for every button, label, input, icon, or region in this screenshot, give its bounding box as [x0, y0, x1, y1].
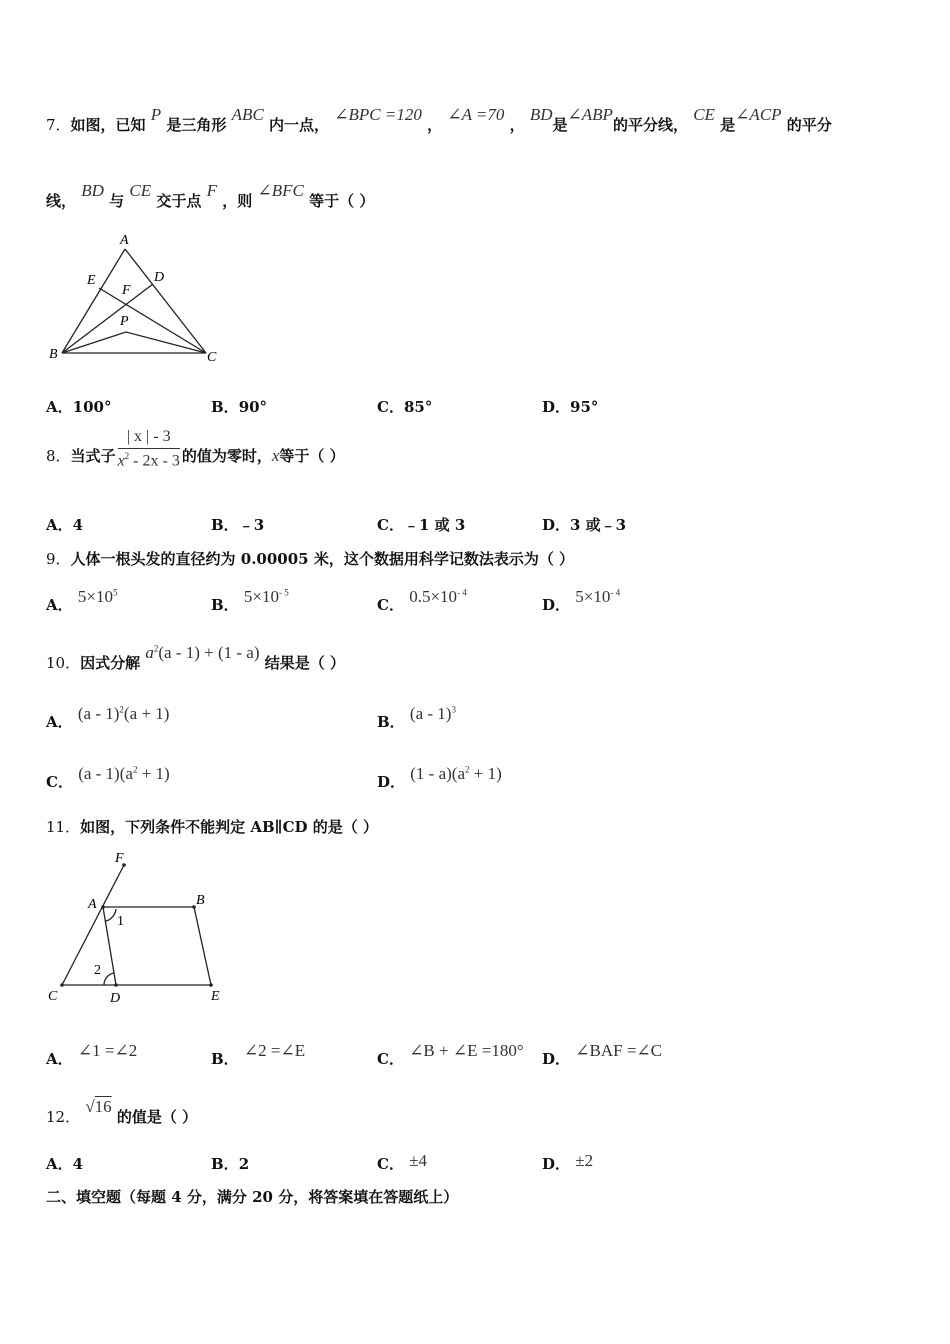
q12-option-b[interactable]: B．2	[211, 1155, 250, 1173]
q10-option-a[interactable]: A． (a - 1)$^2$(a + 1)	[46, 704, 170, 731]
label-a: A	[120, 233, 129, 248]
label-angle-2: 2	[94, 963, 101, 978]
q7-option-d[interactable]: D．95°	[542, 398, 599, 416]
label-angle-1: 1	[117, 914, 124, 929]
q12-line: 12． √16 的值是（ ）	[46, 1097, 198, 1126]
q11-option-a[interactable]: A． ∠1 =∠2	[46, 1041, 138, 1068]
label-d: D	[110, 991, 121, 1006]
label-c: C	[207, 350, 217, 365]
q12-option-d[interactable]: D． ±2	[542, 1151, 594, 1173]
label-e: E	[211, 989, 220, 1004]
label-e: E	[87, 273, 96, 288]
q11-option-b[interactable]: B． ∠2 =∠E	[211, 1041, 306, 1068]
q10-option-d[interactable]: D． $(1 - a)(a^2 + 1)$	[377, 764, 502, 791]
segment-bp	[62, 332, 126, 353]
q10-option-b[interactable]: B． (a - 1)$^3$	[377, 704, 456, 731]
q7-number: 7．	[46, 116, 71, 134]
q8-option-c[interactable]: C．﹣1 或 3	[377, 516, 466, 534]
q11-option-d[interactable]: D． ∠BAF =∠C	[542, 1041, 662, 1068]
angle-1-arc	[106, 909, 116, 921]
label-d: D	[154, 270, 165, 285]
q11-figure	[44, 846, 244, 1006]
label-b: B	[196, 893, 205, 908]
sqrt-expression: √16	[85, 1097, 112, 1116]
q8-line: 8．当式子 $\frac{| x | - 3}{x^2 - 2x - 3}$ 的值为零时，x等于（ ）	[46, 428, 345, 470]
angle-2-arc	[104, 973, 114, 985]
side-ac	[125, 249, 206, 353]
q10-option-c[interactable]: C． $(a - 1)(a^2 + 1)$	[46, 764, 170, 791]
label-p: P	[120, 314, 129, 329]
q9-option-c[interactable]: C． $0.5\times 10^{- 4}$	[377, 587, 467, 614]
segment-be	[194, 907, 211, 985]
q9-option-d[interactable]: D． $5\times 10^{- 4}$	[542, 587, 621, 614]
q7-option-c[interactable]: C．85°	[377, 398, 433, 416]
label-b: B	[49, 347, 58, 362]
q9-option-b[interactable]: B． $5\times 10^{- 5}$	[211, 587, 289, 614]
label-f: F	[122, 283, 131, 298]
section-2-title: 二、填空题（每题 4 分，满分 20 分，将答案填在答题纸上）	[46, 1188, 459, 1206]
q7-line1: 7．如图，已知 P 是三角形 ABC 内一点， ∠BPC =120 ， ∠A =70 ， BD是∠ABP的平分线， CE 是∠ACP 的平分	[46, 105, 832, 134]
q12-option-c[interactable]: C． ±4	[377, 1151, 428, 1173]
q7-option-a[interactable]: A．100°	[46, 398, 112, 416]
q9-line: 9．人体一根头发的直径约为 0.00005 米，这个数据用科学记数法表示为（ ）	[46, 550, 575, 568]
label-f: F	[115, 851, 124, 866]
q7-triangle-figure	[44, 228, 234, 368]
q8-option-a[interactable]: A．4	[46, 516, 84, 534]
q10-line: 10．因式分解 $a^2(a - 1) + (1 - a)$ 结果是（ ）	[46, 643, 345, 672]
side-ab	[62, 249, 125, 353]
q12-option-a[interactable]: A．4	[46, 1155, 84, 1173]
q7-line2: 线， BD 与 CE 交于点 F ，则 ∠BFC 等于（ ）	[46, 181, 375, 210]
q11-option-c[interactable]: C． ∠B + ∠E =180°	[377, 1041, 524, 1068]
q11-line: 11．如图，下列条件不能判定 AB∥CD 的是（ ）	[46, 818, 378, 836]
q8-fraction: $\frac{| x | - 3}{x^2 - 2x - 3}$	[117, 428, 180, 470]
q7-option-b[interactable]: B．90°	[211, 398, 268, 416]
label-a: A	[88, 897, 97, 912]
label-c: C	[48, 989, 58, 1004]
segment-bd	[62, 284, 153, 353]
segment-cp	[126, 332, 206, 353]
q8-option-d[interactable]: D．3 或﹣3	[542, 516, 627, 534]
segment-ce	[99, 288, 206, 353]
q9-option-a[interactable]: A． $5\times 10^5$	[46, 587, 118, 614]
line-fc	[62, 865, 124, 985]
q8-option-b[interactable]: B．﹣3	[211, 516, 265, 534]
